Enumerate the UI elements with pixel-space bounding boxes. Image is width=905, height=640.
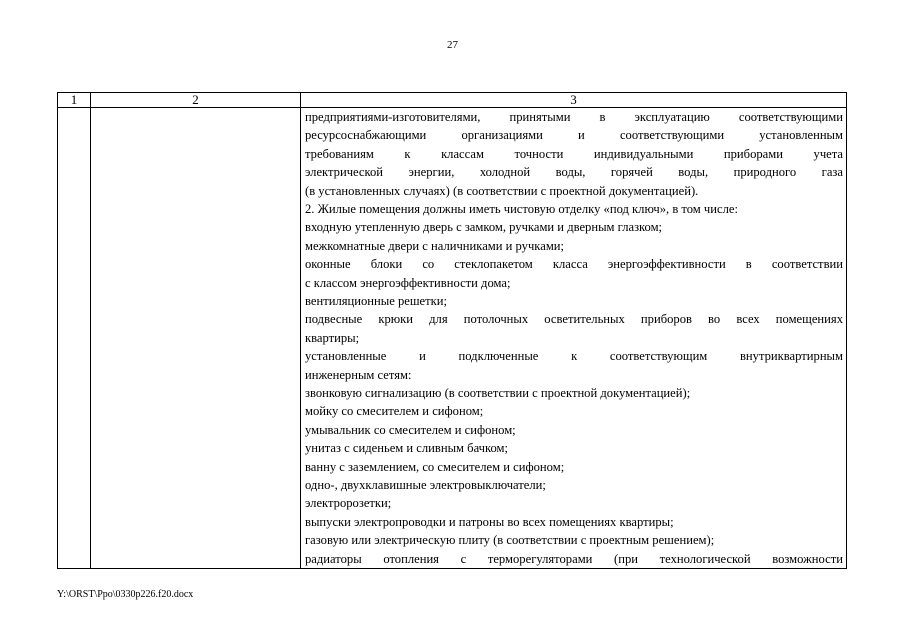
content-line: подвесные крюки для потолочных осветительных приборов во всех помещениях xyxy=(305,312,843,327)
content-line: предприятиями-изготовителями, принятыми в эксплуатацию соответствующими xyxy=(305,110,843,124)
content-line: звонковую сигнализацию (в соответствии с проектной документацией); xyxy=(305,385,691,400)
column-header-3: 3 xyxy=(301,93,847,108)
content-line: требованиям к классам точности индивидуальными приборами учета xyxy=(305,146,843,161)
content-line: вентиляционные решетки; xyxy=(305,293,448,308)
content-line: унитаз с сиденьем и сливным бачком; xyxy=(305,441,508,456)
content-line: ванну с заземлением, со смесителем и сифоном; xyxy=(305,459,565,474)
table-header-row xyxy=(58,93,847,108)
content-line: квартиры; xyxy=(305,330,360,345)
cell-column-1 xyxy=(58,108,91,569)
content-line: мойку со смесителем и сифоном; xyxy=(305,404,484,419)
content-line: межкомнатные двери с наличниками и ручками; xyxy=(305,238,565,253)
content-line: электророзетки; xyxy=(305,496,392,511)
column-header-2: 2 xyxy=(91,93,301,108)
content-line: ресурсоснабжающими организациями и соответствующими установленным xyxy=(305,128,843,143)
content-line: установленные и подключенные к соответствующим внутриквартирным xyxy=(305,349,843,364)
column-header-1: 1 xyxy=(58,93,91,108)
content-line: оконные блоки со стеклопакетом класса энергоэффективности в соответствии xyxy=(305,257,843,272)
cell-column-3 xyxy=(301,108,847,569)
content-line: радиаторы отопления с терморегуляторами (при технологической возможности xyxy=(305,551,843,566)
content-line: выпуски электропроводки и патроны во всех помещениях квартиры; xyxy=(305,514,674,529)
requirements-table xyxy=(57,92,847,569)
content-line: инженерным сетям: xyxy=(305,367,412,382)
content-line: умывальник со смесителем и сифоном; xyxy=(305,422,516,437)
content-line: электрической энергии, холодной воды, горячей воды, природного газа xyxy=(305,165,843,180)
content-line: (в установленных случаях) (в соответствии с проектной документацией). xyxy=(305,183,699,198)
content-line: 2. Жилые помещения должны иметь чистовую отделку «под ключ», в том числе: xyxy=(305,201,738,216)
content-line: одно-, двухклавишные электровыключатели; xyxy=(305,478,546,493)
table-row xyxy=(58,108,847,569)
content-line: входную утепленную дверь с замком, ручками и дверным глазком; xyxy=(305,220,663,235)
content-line: с классом энергоэффективности дома; xyxy=(305,275,511,290)
footer-file-path: Y:\ORST\Ppo\0330p226.f20.docx xyxy=(57,589,194,600)
page-number: 27 xyxy=(447,39,458,51)
cell-column-2 xyxy=(91,108,301,569)
content-line: газовую или электрическую плиту (в соответствии с проектным решением); xyxy=(305,533,715,548)
